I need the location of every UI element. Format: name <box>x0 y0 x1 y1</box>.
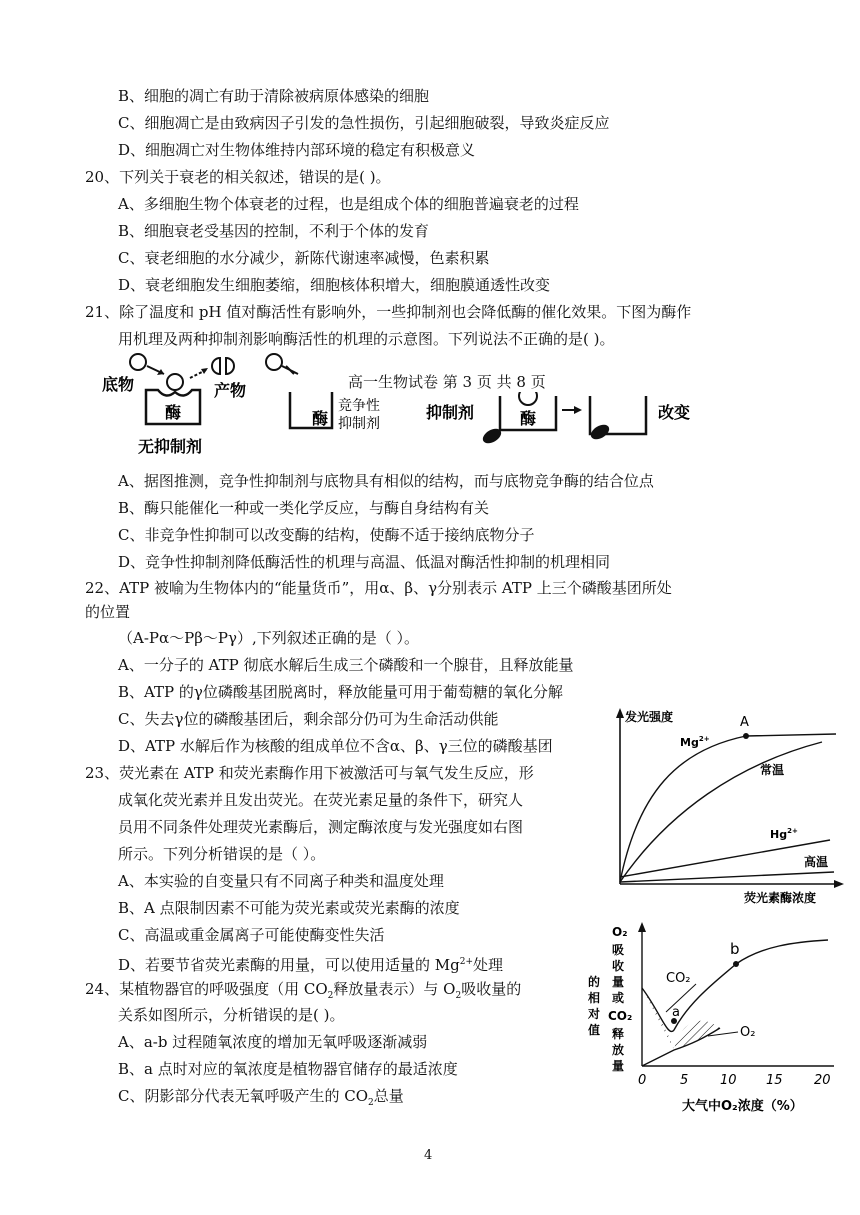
respiration-figure <box>580 920 842 1128</box>
svg-text:0: 0 <box>638 1073 647 1088</box>
q20-stem: 20、下列关于衰老的相关叙述，错误的是( )。 <box>85 168 391 186</box>
x-ticks <box>638 1073 831 1088</box>
svg-text:或: 或 <box>612 991 625 1005</box>
substrate-shape <box>130 354 146 370</box>
q23-stem-1: 23、荧光素在 ATP 和荧光素酶作用下被激活可与氧气发生反应，形 <box>85 764 534 782</box>
o2-label: O₂ <box>740 1025 756 1040</box>
q19-option-c: C、细胞凋亡是由致病因子引发的急性损伤，引起细胞破裂，导致炎症反应 <box>118 114 610 132</box>
enzyme-inhibitor-diagram <box>100 352 740 464</box>
normal-curve <box>620 742 822 882</box>
q19-option-d: D、细胞凋亡对生物体维持内部环境的稳定有积极意义 <box>118 141 476 159</box>
q22-option-b: B、ATP 的γ位磷酸基团脱离时，释放能量可用于葡萄糖的氧化分解 <box>118 683 563 701</box>
no-inhibitor-label: 无抑制剂 <box>138 437 203 456</box>
q23-stem-4: 所示。下列分析错误的是（ ）。 <box>118 845 326 863</box>
substrate-label: 底物 <box>102 375 135 394</box>
q22-stem-3: （A-Pα～Pβ～Pγ）,下列叙述正确的是（ ）。 <box>118 629 419 647</box>
high-temp-curve <box>620 872 834 882</box>
point-b-label: b <box>730 940 740 958</box>
q23-option-c: C、高温或重金属离子可能使酶变性失活 <box>118 926 385 944</box>
page-number: 4 <box>424 1148 433 1163</box>
enzyme-label: 酶 <box>165 403 182 422</box>
svg-text:量: 量 <box>612 1059 625 1073</box>
change-label: 改变 <box>658 403 691 422</box>
q21-option-a: A、据图推测，竞争性抑制剂与底物具有相似的结构，而与底物竞争酶的结合位点 <box>118 472 654 490</box>
svg-text:收: 收 <box>612 959 625 973</box>
x-axis-label: 荧光素酶浓度 <box>744 891 817 905</box>
competitive-inhibitor-label-1: 竞争性 <box>338 398 380 414</box>
q22-stem-2: 的位置 <box>85 603 131 621</box>
svg-text:量: 量 <box>612 975 625 989</box>
high-temp-label: 高温 <box>804 855 829 869</box>
svg-text:相: 相 <box>588 991 601 1005</box>
q21-stem-2: 用机理及两种抑制剂影响酶活性的机理的示意图。下列说法不正确的是( )。 <box>118 330 615 348</box>
hg-label: $Hg^{2+}$ <box>770 827 798 841</box>
q24-option-c: C、阴影部分代表无氧呼吸产生的 $CO_2$总量 <box>118 1087 404 1108</box>
q24-option-b: B、a 点时对应的氧浓度是植物器官储存的最适浓度 <box>118 1060 458 1078</box>
y-axis-label: 发光强度 <box>625 710 674 724</box>
q24-stem-2: 关系如图所示，分析错误的是( )。 <box>118 1006 345 1024</box>
svg-text:的: 的 <box>588 975 601 989</box>
hg-curve <box>620 840 830 877</box>
product-shape <box>212 358 220 374</box>
q24-stem-1: 24、某植物器官的呼吸强度（用 $CO_2$释放量表示）与 $O_2$吸收量的 <box>85 980 522 1001</box>
q20-option-c: C、衰老细胞的水分减少，新陈代谢速率减慢，色素积累 <box>118 249 490 267</box>
mg-label: $Mg^{2+}$ <box>680 735 710 749</box>
svg-text:5: 5 <box>680 1073 689 1088</box>
normal-temp-label: 常温 <box>760 763 785 777</box>
svg-text:15: 15 <box>766 1073 783 1088</box>
inhibitor-label: 抑制剂 <box>426 403 475 422</box>
q20-option-b: B、细胞衰老受基因的控制，不利于个体的发育 <box>118 222 430 240</box>
svg-text:吸: 吸 <box>612 943 625 957</box>
co2-label: CO₂ <box>666 971 691 986</box>
q21-option-c: C、非竞争性抑制可以改变酶的结构，使酶不适于接纳底物分子 <box>118 526 535 544</box>
q19-option-b: B、细胞的凋亡有助于清除被病原体感染的细胞 <box>118 87 430 105</box>
point-a-marker <box>743 733 749 739</box>
page-header-overlay: 高一生物试卷 第 3 页 共 8 页 <box>344 371 550 392</box>
y-axis-label <box>587 925 632 1073</box>
q23-option-d: D、若要节省荧光素酶的用量，可以使用适量的 $Mg^{2+}$处理 <box>118 956 504 974</box>
svg-text:对: 对 <box>588 1007 601 1021</box>
competitive-inhibitor-label-2: 抑制剂 <box>338 416 380 432</box>
svg-text:20: 20 <box>814 1073 831 1088</box>
q20-option-d: D、衰老细胞发生细胞萎缩，细胞核体积增大，细胞膜通透性改变 <box>118 276 551 294</box>
svg-text:释: 释 <box>612 1027 625 1041</box>
q22-option-c: C、失去γ位的磷酸基团后，剩余部分仍可为生命活动供能 <box>118 710 499 728</box>
point-a-label: a <box>672 1005 680 1020</box>
q21-option-d: D、竞争性抑制剂降低酶活性的机理与高温、低温对酶活性抑制的机理相同 <box>118 553 611 571</box>
enzyme-label-2: 酶 <box>312 409 329 428</box>
enzyme-label-3: 酶 <box>520 409 537 428</box>
svg-text:O₂: O₂ <box>612 925 628 939</box>
q22-stem-1: 22、ATP 被喻为生物体内的“能量货币”，用α、β、γ分别表示 ATP 上三个磷酸基团所处 <box>85 579 672 597</box>
q23-option-a: A、本实验的自变量只有不同离子种类和温度处理 <box>118 872 444 890</box>
q23-option-b: B、A 点限制因素不可能为荧光素或荧光素酶的浓度 <box>118 899 460 917</box>
svg-text:放: 放 <box>612 1043 625 1057</box>
x-axis-label: 大气中O₂浓度（%） <box>682 1099 803 1114</box>
q23-stem-2: 成氧化荧光素并且发出荧光。在荧光素足量的条件下，研究人 <box>118 791 524 809</box>
q21-stem-1: 21、除了温度和 pH 值对酶活性有影响外，一些抑制剂也会降低酶的催化效果。下图为酶作 <box>85 303 692 321</box>
svg-text:10: 10 <box>720 1073 737 1088</box>
q22-option-a: A、一分子的 ATP 彻底水解后生成三个磷酸和一个腺苷，且释放能量 <box>118 656 574 674</box>
q23-stem-3: 员用不同条件处理荧光素酶后，测定酶浓度与发光强度如右图 <box>118 818 524 836</box>
luciferase-figure <box>598 702 848 910</box>
point-b-marker <box>733 961 739 967</box>
point-a-label: A <box>740 715 749 730</box>
svg-text:值: 值 <box>588 1023 601 1037</box>
q24-option-a: A、a-b 过程随氧浓度的增加无氧呼吸逐渐减弱 <box>118 1033 428 1051</box>
q20-option-a: A、多细胞生物个体衰老的过程，也是组成个体的细胞普遍衰老的过程 <box>118 195 579 213</box>
q21-option-b: B、酶只能催化一种或一类化学反应，与酶自身结构有关 <box>118 499 490 517</box>
q22-option-d: D、ATP 水解后作为核酸的组成单位不含α、β、γ三位的磷酸基团 <box>118 737 553 755</box>
product-label: 产物 <box>214 381 247 400</box>
svg-text:CO₂: CO₂ <box>608 1009 633 1023</box>
